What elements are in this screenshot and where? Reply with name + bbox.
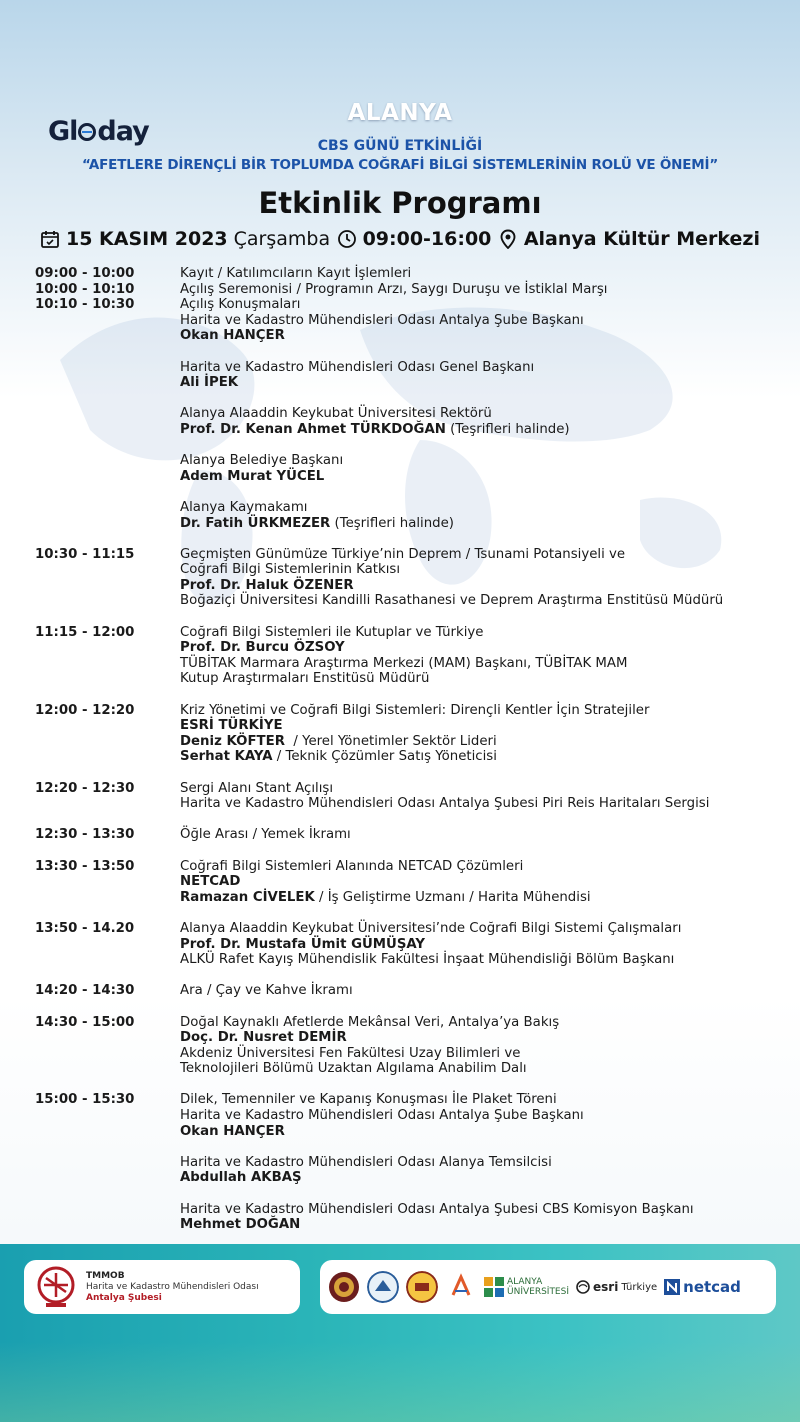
session-line: Harita ve Kadastro Mühendisleri Odası Alanya Temsilcisi [180, 1154, 552, 1170]
session-time: 14:20 - 14:30 [35, 983, 135, 999]
session-content [180, 297, 775, 531]
row-spacer [35, 843, 775, 859]
session-content [180, 859, 775, 906]
session-content [180, 921, 775, 968]
session-line: Teknolojileri Bölümü Uzaktan Algılama Anabilim Dalı [180, 1061, 527, 1077]
session-content [180, 1092, 775, 1232]
session-line: Ara / Çay ve Kahve İkramı [180, 983, 353, 999]
line-spacer [180, 484, 775, 500]
session-line [180, 578, 775, 594]
schedule-row [35, 827, 775, 843]
event-info-row [40, 228, 760, 250]
line-spacer [180, 438, 775, 454]
netcad-logo [664, 1278, 741, 1296]
day-text: Çarşamba [233, 228, 331, 250]
session-line: Alanya Belediye Başkanı [180, 453, 344, 469]
session-line: Açılış Konuşmaları [180, 297, 301, 313]
city-title: ALANYA [347, 100, 453, 126]
session-time: 12:30 - 13:30 [35, 827, 135, 843]
row-spacer [35, 687, 775, 703]
ato-logo-icon [445, 1271, 477, 1303]
session-line: Alanya Kaymakamı [180, 499, 308, 515]
session-line: Kayıt / Katılımcıların Kayıt İşlemleri [180, 266, 412, 281]
speaker-name: Doç. Dr. Nusret DEMİR [180, 1030, 347, 1046]
row-spacer [35, 765, 775, 781]
session-content [180, 781, 775, 812]
session-line: Geçmişten Günümüze Türkiye’nin Deprem / Tsunami Potansiyeli ve [180, 546, 626, 562]
organizer-card [24, 1260, 300, 1314]
session-line [180, 749, 775, 765]
speaker-name: Adem Murat YÜCEL [180, 468, 325, 484]
university-seal-icon [406, 1271, 438, 1303]
gisday-logo: Gl day [48, 116, 149, 147]
schedule-row [35, 921, 775, 968]
tmmob-branch: Antalya Şubesi [86, 1292, 162, 1303]
session-line [180, 328, 775, 344]
session-line [180, 1124, 775, 1140]
speaker-role: / İş Geliştirme Uzmanı / Harita Mühendisi [314, 889, 591, 905]
speaker-name: ESRİ TÜRKİYE [180, 718, 283, 734]
session-line: Akdeniz Üniversitesi Fen Fakültesi Uzay Bilimleri ve [180, 1045, 521, 1061]
session-line [180, 874, 775, 890]
event-venue [498, 228, 760, 250]
session-line: Dilek, Temenniler ve Kapanış Konuşması İle Plaket Töreni [180, 1092, 557, 1108]
schedule-row [35, 625, 775, 687]
session-content [180, 266, 775, 282]
session-line: Kriz Yönetimi ve Coğrafi Bilgi Sistemleri: Dirençli Kentler İçin Stratejiler [180, 702, 650, 718]
logo-day-text: day [97, 116, 149, 147]
speaker-name: Mehmet DOĞAN [180, 1217, 301, 1233]
session-time: 14:30 - 15:00 [35, 1014, 135, 1030]
session-content [180, 282, 775, 298]
schedule-row [35, 983, 775, 999]
session-line: Coğrafi Bilgi Sistemleri ile Kutuplar ve Türkiye [180, 624, 484, 640]
schedule-row [35, 282, 775, 298]
schedule-row [35, 266, 775, 282]
session-time: 10:10 - 10:30 [35, 297, 135, 313]
speaker-name: Ramazan CİVELEK [180, 889, 315, 905]
esri-text: esri [593, 1280, 619, 1294]
speaker-name: Okan HANÇER [180, 328, 285, 344]
session-time: 09:00 - 10:00 [35, 266, 135, 281]
row-spacer [35, 968, 775, 984]
event-title: CBS GÜNÜ ETKİNLİĞİ [317, 138, 483, 154]
schedule-row [35, 703, 775, 765]
alku-logo [484, 1277, 569, 1297]
row-spacer [35, 609, 775, 625]
hours-text: 09:00-16:00 [362, 228, 492, 250]
tmmob-text [86, 1271, 259, 1304]
session-line [180, 890, 775, 906]
session-line: Kutup Araştırmaları Enstitüsü Müdürü [180, 671, 430, 687]
line-spacer [180, 1186, 775, 1202]
tmmob-chamber: Harita ve Kadastro Mühendisleri Odası [86, 1281, 259, 1292]
speaker-name: Okan HANÇER [180, 1123, 285, 1139]
row-spacer [35, 905, 775, 921]
session-line: Coğrafi Bilgi Sistemleri Alanında NETCAD Çözümleri [180, 858, 524, 874]
session-line: Coğrafi Bilgi Sistemlerinin Katkısı [180, 562, 401, 578]
speaker-role: / Yerel Yönetimler Sektör Lideri [284, 733, 497, 749]
alku-logo-icon [484, 1277, 504, 1297]
session-time: 13:50 - 14.20 [35, 920, 135, 936]
speaker-name: Prof. Dr. Mustafa Ümit GÜMÜŞAY [180, 936, 426, 952]
session-line: Harita ve Kadastro Mühendisleri Odası Antalya Şube Başkanı [180, 1108, 584, 1124]
session-line: Açılış Seremonisi / Programın Arzı, Saygı Duruşu ve İstiklal Marşı [180, 281, 608, 297]
session-time: 12:00 - 12:20 [35, 702, 135, 718]
event-date [40, 228, 330, 250]
esri-logo [576, 1280, 657, 1294]
session-line: Harita ve Kadastro Mühendisleri Odası Antalya Şubesi CBS Komisyon Başkanı [180, 1201, 694, 1217]
session-line: Boğaziçi Üniversitesi Kandilli Rasathanesi ve Deprem Araştırma Enstitüsü Müdürü [180, 593, 724, 609]
speaker-name: Ali İPEK [180, 375, 239, 391]
session-line [180, 718, 775, 734]
session-time: 12:20 - 12:30 [35, 780, 135, 796]
netcad-n-icon [664, 1279, 680, 1295]
session-time: 10:00 - 10:10 [35, 281, 135, 297]
netcad-text: netcad [683, 1278, 741, 1296]
session-content [180, 547, 775, 609]
speaker-name: Prof. Dr. Burcu ÖZSOY [180, 640, 345, 656]
session-line [180, 937, 775, 953]
alku-line1: ALANYA [507, 1277, 543, 1287]
session-content [180, 1015, 775, 1077]
session-line [180, 640, 775, 656]
speaker-role: (Teşrifleri halinde) [445, 421, 570, 437]
line-spacer [180, 1139, 775, 1155]
session-line [180, 1170, 775, 1186]
schedule-row [35, 297, 775, 531]
session-time: 10:30 - 11:15 [35, 546, 135, 562]
belediye-logo-icon [367, 1271, 399, 1303]
schedule-row [35, 1015, 775, 1077]
speaker-role: (Teşrifleri halinde) [330, 515, 454, 531]
session-line: Sergi Alanı Stant Açılışı [180, 780, 334, 796]
schedule-row [35, 859, 775, 906]
session-line [180, 1030, 775, 1046]
schedule-row [35, 781, 775, 812]
session-line [180, 422, 775, 438]
speaker-name: Serhat KAYA [180, 749, 273, 765]
session-line: Harita ve Kadastro Mühendisleri Odası Antalya Şubesi Piri Reis Haritaları Sergisi [180, 796, 710, 812]
session-line [180, 1217, 775, 1233]
session-line [180, 469, 775, 485]
session-line: Alanya Alaaddin Keykubat Üniversitesi’nde Coğrafi Bilgi Sistemi Çalışmaları [180, 920, 682, 936]
speaker-name: Prof. Dr. Kenan Ahmet TÜRKDOĞAN [180, 421, 446, 437]
speaker-name: NETCAD [180, 874, 241, 890]
session-line [180, 375, 775, 391]
row-spacer [35, 531, 775, 547]
session-content [180, 625, 775, 687]
schedule-row [35, 547, 775, 609]
session-line: ALKÜ Rafet Kayış Mühendislik Fakültesi İnşaat Mühendisliği Bölüm Başkanı [180, 952, 675, 968]
event-hours [337, 228, 492, 250]
session-content [180, 703, 775, 765]
program-title: Etkinlik Programı [258, 186, 542, 220]
kaymakamlik-logo-icon [328, 1271, 360, 1303]
speaker-name: Abdullah AKBAŞ [180, 1170, 302, 1186]
schedule-list [35, 266, 775, 1233]
footer [0, 1244, 800, 1422]
session-line [180, 516, 775, 532]
session-content [180, 983, 775, 999]
row-spacer [35, 812, 775, 828]
session-line: Öğle Arası / Yemek İkramı [180, 827, 351, 843]
speaker-role: / Teknik Çözümler Satış Yöneticisi [272, 749, 497, 765]
session-time: 15:00 - 15:30 [35, 1092, 135, 1108]
session-line: Harita ve Kadastro Mühendisleri Odası Antalya Şube Başkanı [180, 312, 584, 328]
event-theme: “AFETLERE DİRENÇLİ BİR TOPLUMDA COĞRAFİ BİLGİ SİSTEMLERİNİN ROLÜ VE ÖNEMİ” [81, 157, 719, 173]
session-line: TÜBİTAK Marmara Araştırma Merkezi (MAM) Başkanı, TÜBİTAK MAM [180, 655, 628, 671]
location-pin-icon [498, 229, 518, 249]
session-line: Doğal Kaynaklı Afetlerde Mekânsal Veri, Antalya’ya Bakış [180, 1014, 560, 1030]
date-text: 15 KASIM 2023 [66, 228, 228, 250]
session-time: 13:30 - 13:50 [35, 858, 135, 874]
tmmob-logo-icon [34, 1265, 78, 1309]
tmmob-title: TMMOB [86, 1270, 125, 1281]
calendar-icon [40, 229, 60, 249]
clock-icon [337, 229, 357, 249]
esri-country: Türkiye [621, 1281, 658, 1293]
alku-line2: ÜNİVERSİTESİ [507, 1287, 569, 1297]
esri-globe-icon [576, 1280, 590, 1294]
row-spacer [35, 999, 775, 1015]
line-spacer [180, 344, 775, 360]
row-spacer [35, 1077, 775, 1093]
session-content [180, 827, 775, 843]
schedule-row [35, 1092, 775, 1232]
speaker-name: Dr. Fatih ÜRKMEZER [180, 515, 331, 531]
speaker-name: Deniz KÖFTER [180, 733, 285, 749]
session-line: Alanya Alaaddin Keykubat Üniversitesi Rektörü [180, 406, 492, 422]
session-line: Harita ve Kadastro Mühendisleri Odası Genel Başkanı [180, 359, 535, 375]
venue-text: Alanya Kültür Merkezi [523, 228, 760, 250]
speaker-name: Prof. Dr. Haluk ÖZENER [180, 577, 354, 593]
session-line [180, 734, 775, 750]
session-time: 11:15 - 12:00 [35, 624, 135, 640]
sponsors-card [320, 1260, 776, 1314]
line-spacer [180, 391, 775, 407]
